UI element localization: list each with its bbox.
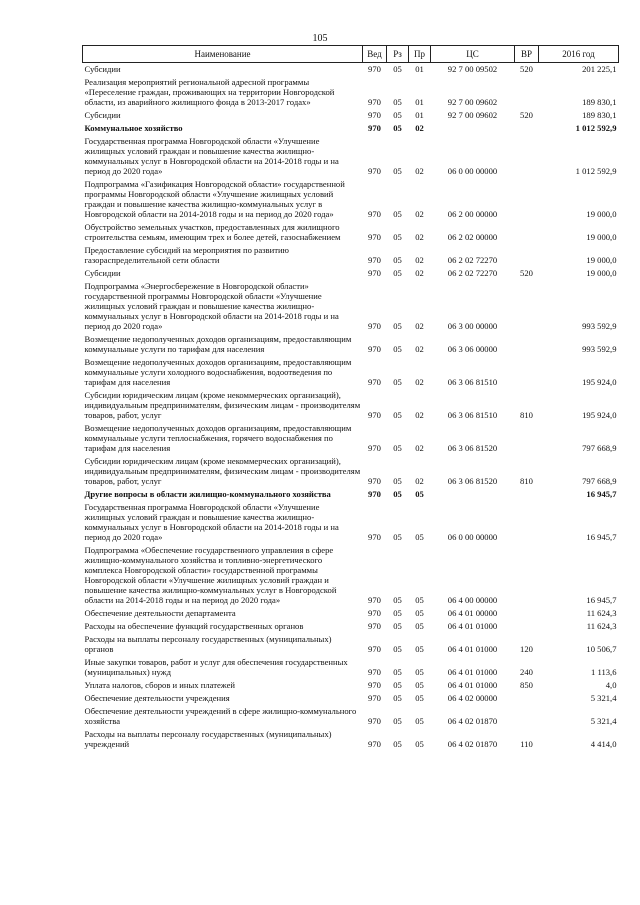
cell-rz: 05: [393, 97, 402, 107]
cell-cs: 06 4 00 00000: [447, 595, 498, 605]
cell-pr: 01: [415, 64, 424, 74]
cell-vr: [515, 692, 539, 705]
cell-ved: 970: [368, 532, 381, 542]
cell-rz: 05: [393, 232, 402, 242]
cell-rz: 05: [393, 608, 402, 618]
cell-name: Субсидии: [84, 110, 121, 120]
cell-vr: 810: [520, 476, 533, 486]
cell-name: Обеспечение деятельности учреждений в сфере жилищно-коммунального хозяйства: [84, 706, 357, 726]
table-row: [83, 280, 619, 333]
cell-vr: 240: [520, 667, 533, 677]
column-header-rz: Рз: [387, 46, 409, 63]
cell-ved: 970: [368, 595, 381, 605]
cell-ved: 970: [368, 321, 381, 331]
cell-pr: 02: [415, 123, 424, 133]
cell-pr: 02: [415, 255, 424, 265]
cell-name: Обустройство земельных участков, предоставленных для жилищного строительства семьям, имеющим трех и более детей, газоснабжением: [84, 222, 341, 242]
cell-name: Возмещение недополученных доходов организациям, предоставляющим коммунальные услуги холодного водоснабжения, водоотведения по тарифам для населения: [84, 357, 352, 387]
table-row: [83, 455, 619, 488]
table-row: [83, 63, 619, 77]
cell-pr: 02: [415, 410, 424, 420]
table-row: [83, 544, 619, 607]
cell-amount: 201 225,1: [582, 64, 617, 74]
cell-cs: 06 4 01 01000: [447, 621, 498, 631]
cell-ved: 970: [368, 268, 381, 278]
cell-name: Субсидии: [84, 268, 121, 278]
cell-cs: 06 4 01 01000: [447, 644, 498, 654]
cell-ved: 970: [368, 97, 381, 107]
cell-pr: 02: [415, 377, 424, 387]
cell-name: Подпрограмма «Энергосбережение в Новгородской области» государственной программы Новгородской области «Улучшение жилищных условий граждан и повышение качества жилищно-коммунальных услуг в Новгородской области на 2014-2018 годы и на период до 2020 года»: [84, 281, 339, 331]
table-row: [83, 692, 619, 705]
cell-ved: 970: [368, 667, 381, 677]
cell-rz: 05: [393, 644, 402, 654]
cell-rz: 05: [393, 377, 402, 387]
cell-rz: 05: [393, 321, 402, 331]
table-row: [83, 607, 619, 620]
cell-name: Обеспечение деятельности учреждения: [84, 693, 230, 703]
cell-pr: 05: [415, 739, 424, 749]
cell-rz: 05: [393, 595, 402, 605]
cell-vr: 110: [520, 739, 533, 749]
cell-amount: 11 624,3: [586, 621, 617, 631]
cell-vr: [515, 76, 539, 109]
cell-cs: 06 4 02 01870: [447, 739, 498, 749]
cell-amount: 16 945,7: [586, 532, 617, 542]
cell-cs: 06 2 02 72270: [447, 255, 498, 265]
cell-amount: 195 924,0: [582, 410, 617, 420]
cell-name: Расходы на выплаты персоналу государственных (муниципальных) органов: [84, 634, 332, 654]
cell-pr: 02: [415, 476, 424, 486]
cell-name: Иные закупки товаров, работ и услуг для обеспечения государственных (муниципальных) нужд: [84, 657, 348, 677]
cell-ved: 970: [368, 255, 381, 265]
cell-vr: [515, 607, 539, 620]
cell-cs: 92 7 00 09602: [447, 97, 498, 107]
cell-ved: 970: [368, 344, 381, 354]
cell-name: Коммунальное хозяйство: [84, 123, 183, 133]
table-row: [83, 728, 619, 751]
cell-ved: 970: [368, 693, 381, 703]
column-header-name: Наименование: [83, 46, 363, 63]
cell-amount: 189 830,1: [582, 110, 617, 120]
cell-vr: [515, 705, 539, 728]
cell-amount: 797 668,9: [582, 476, 617, 486]
cell-vr: [515, 221, 539, 244]
cell-name: Обеспечение деятельности департамента: [84, 608, 236, 618]
table-row: [83, 333, 619, 356]
cell-rz: 05: [393, 255, 402, 265]
cell-name: Подпрограмма «Обеспечение государственного управления в сфере жилищно-коммунального хозяйства и топливно-энергетического комплекса Новгородской области» государственной программы Новгородской области «Улучшение жилищных условий граждан и повышение качества жилищно-коммунальных услуг в Новгородской области на 2014-2018 годы и на период до 2020 года»: [84, 545, 337, 605]
cell-name: Субсидии юридическим лицам (кроме некоммерческих организаций), индивидуальным предпринимателям, физическим лицам - производителям товаров, работ, услуг: [84, 456, 361, 486]
cell-amount: 993 592,9: [582, 344, 617, 354]
table-row: [83, 633, 619, 656]
cell-vr: 850: [520, 680, 533, 690]
cell-ved: 970: [368, 716, 381, 726]
cell-vr: [515, 501, 539, 544]
cell-amount: 5 321,4: [590, 693, 617, 703]
cell-pr: 02: [415, 232, 424, 242]
cell-amount: 1 012 592,9: [575, 123, 617, 133]
table-row: [83, 501, 619, 544]
table-row: [83, 178, 619, 221]
cell-amount: 4 414,0: [590, 739, 617, 749]
cell-ved: 970: [368, 110, 381, 120]
cell-vr: [515, 488, 539, 501]
cell-ved: 970: [368, 377, 381, 387]
cell-rz: 05: [393, 476, 402, 486]
table-row: [83, 488, 619, 501]
column-header-pr: Пр: [409, 46, 431, 63]
cell-name: Субсидии юридическим лицам (кроме некоммерческих организаций), индивидуальным предпринимателям, физическим лицам - производителям товаров, работ, услуг: [84, 390, 361, 420]
cell-pr: 05: [415, 693, 424, 703]
cell-rz: 05: [393, 693, 402, 703]
cell-cs: 06 0 00 00000: [447, 166, 498, 176]
cell-pr: 05: [415, 532, 424, 542]
cell-name: Возмещение недополученных доходов организациям, предоставляющим коммунальные услуги по тарифам для населения: [84, 334, 352, 354]
cell-amount: 16 945,7: [586, 489, 617, 499]
cell-vr: [515, 620, 539, 633]
cell-amount: 11 624,3: [586, 608, 617, 618]
cell-ved: 970: [368, 621, 381, 631]
table-header-row: [83, 46, 619, 63]
cell-rz: 05: [393, 123, 402, 133]
cell-amount: 16 945,7: [586, 595, 617, 605]
cell-pr: 02: [415, 344, 424, 354]
cell-vr: [515, 356, 539, 389]
cell-amount: 993 592,9: [582, 321, 617, 331]
cell-name: Расходы на выплаты персоналу государственных (муниципальных) учреждений: [84, 729, 332, 749]
cell-pr: 05: [415, 595, 424, 605]
cell-rz: 05: [393, 443, 402, 453]
table-row: [83, 422, 619, 455]
cell-cs: 92 7 00 09602: [447, 110, 498, 120]
cell-pr: 01: [415, 110, 424, 120]
cell-amount: 797 668,9: [582, 443, 617, 453]
budget-table: [82, 45, 619, 751]
column-header-vr: ВР: [515, 46, 539, 63]
cell-amount: 1 113,6: [591, 667, 617, 677]
cell-rz: 05: [393, 410, 402, 420]
cell-vr: [515, 122, 539, 135]
cell-name: Реализация мероприятий региональной адресной программы «Переселение граждан, проживающих на территории Новгородской области, из аварийного жилищного фонда в 2013-2017 годах»: [84, 77, 335, 107]
page-number: 105: [312, 33, 328, 44]
cell-amount: 19 000,0: [586, 232, 617, 242]
cell-rz: 05: [393, 716, 402, 726]
cell-ved: 970: [368, 443, 381, 453]
cell-vr: 520: [520, 268, 533, 278]
cell-cs: 06 3 06 81510: [447, 410, 498, 420]
cell-vr: [515, 135, 539, 178]
cell-ved: 970: [368, 410, 381, 420]
column-header-amount: 2016 год: [539, 46, 619, 63]
cell-amount: 19 000,0: [586, 268, 617, 278]
cell-amount: 19 000,0: [586, 209, 617, 219]
table-row: [83, 122, 619, 135]
cell-cs: 92 7 00 09502: [447, 64, 498, 74]
cell-vr: 120: [520, 644, 533, 654]
table-row: [83, 389, 619, 422]
cell-ved: 970: [368, 476, 381, 486]
cell-name: Расходы на обеспечение функций государственных органов: [84, 621, 304, 631]
cell-ved: 970: [368, 680, 381, 690]
table-row: [83, 679, 619, 692]
cell-pr: 02: [415, 268, 424, 278]
cell-ved: 970: [368, 123, 381, 133]
table-body: [83, 63, 619, 752]
cell-ved: 970: [368, 644, 381, 654]
cell-pr: 05: [415, 716, 424, 726]
table-row: [83, 356, 619, 389]
cell-rz: 05: [393, 532, 402, 542]
cell-name: Другие вопросы в области жилищно-коммунального хозяйства: [84, 489, 331, 499]
table-row: [83, 221, 619, 244]
cell-pr: 05: [415, 667, 424, 677]
cell-name: Субсидии: [84, 64, 121, 74]
cell-rz: 05: [393, 209, 402, 219]
cell-amount: 4,0: [605, 680, 617, 690]
cell-cs: 06 3 06 81520: [447, 443, 498, 453]
cell-cs: 06 4 01 00000: [447, 608, 498, 618]
cell-cs: 06 4 02 01870: [447, 716, 498, 726]
cell-ved: 970: [368, 209, 381, 219]
cell-ved: 970: [368, 489, 381, 499]
cell-cs: 06 4 01 01000: [447, 680, 498, 690]
cell-rz: 05: [393, 268, 402, 278]
cell-amount: 10 506,7: [586, 644, 617, 654]
cell-rz: 05: [393, 64, 402, 74]
cell-ved: 970: [368, 232, 381, 242]
cell-ved: 970: [368, 608, 381, 618]
table-row: [83, 109, 619, 122]
cell-rz: 05: [393, 680, 402, 690]
cell-ved: 970: [368, 739, 381, 749]
cell-pr: 05: [415, 644, 424, 654]
column-header-cs: ЦС: [431, 46, 515, 63]
cell-name: Подпрограмма «Газификация Новгородской области» государственной программы Новгородской области «Улучшение жилищных условий граждан и повышение качества жилищно-коммунальных услуг в Новгородской области на 2014-2018 годы и на период до 2020 года»: [84, 179, 345, 219]
cell-vr: [515, 333, 539, 356]
table-row: [83, 620, 619, 633]
cell-pr: 01: [415, 97, 424, 107]
cell-cs: 06 3 06 81510: [447, 377, 498, 387]
table-row: [83, 244, 619, 267]
column-header-ved: Вед: [363, 46, 387, 63]
cell-cs: 06 3 06 81520: [447, 476, 498, 486]
cell-name: Возмещение недополученных доходов организациям, предоставляющим коммунальные услуги теплоснабжения, горячего водоснабжения по тарифам для населения: [84, 423, 352, 453]
cell-amount: 1 012 592,9: [575, 166, 617, 176]
cell-name: Государственная программа Новгородской области «Улучшение жилищных условий граждан и повышение качества жилищно-коммунальных услуг в Новгородской области на 2014-2018 годы и на период до 2020 года»: [84, 502, 339, 542]
cell-vr: 810: [520, 410, 533, 420]
cell-cs: 06 0 00 00000: [447, 532, 498, 542]
cell-rz: 05: [393, 489, 402, 499]
cell-cs: 06 4 01 01000: [447, 667, 498, 677]
cell-cs: 06 2 02 72270: [447, 268, 498, 278]
cell-vr: [515, 244, 539, 267]
cell-rz: 05: [393, 667, 402, 677]
cell-cs: 06 3 06 00000: [447, 344, 498, 354]
cell-rz: 05: [393, 344, 402, 354]
cell-cs: 06 2 02 00000: [447, 232, 498, 242]
cell-amount: 19 000,0: [586, 255, 617, 265]
cell-amount: 5 321,4: [590, 716, 617, 726]
cell-pr: 05: [415, 680, 424, 690]
cell-rz: 05: [393, 110, 402, 120]
cell-name: Государственная программа Новгородской области «Улучшение жилищных условий граждан и повышение качества жилищно-коммунальных услуг в Новгородской области на 2014-2018 годы и на период до 2020 года»: [84, 136, 339, 176]
cell-name: Предоставление субсидий на мероприятия по развитию газораспределительной сети области: [84, 245, 289, 265]
cell-vr: [515, 544, 539, 607]
cell-vr: 520: [520, 64, 533, 74]
cell-pr: 02: [415, 209, 424, 219]
cell-cs: [431, 122, 515, 135]
cell-cs: 06 2 00 00000: [447, 209, 498, 219]
table-row: [83, 705, 619, 728]
cell-ved: 970: [368, 166, 381, 176]
cell-pr: 02: [415, 321, 424, 331]
table-row: [83, 267, 619, 280]
cell-pr: 02: [415, 443, 424, 453]
cell-rz: 05: [393, 621, 402, 631]
cell-cs: [431, 488, 515, 501]
cell-amount: 189 830,1: [582, 97, 617, 107]
cell-pr: 05: [415, 489, 424, 499]
cell-pr: 02: [415, 166, 424, 176]
cell-vr: [515, 178, 539, 221]
cell-vr: [515, 280, 539, 333]
cell-vr: 520: [520, 110, 533, 120]
cell-cs: 06 3 00 00000: [447, 321, 498, 331]
cell-vr: [515, 422, 539, 455]
cell-ved: 970: [368, 64, 381, 74]
cell-pr: 05: [415, 621, 424, 631]
cell-pr: 05: [415, 608, 424, 618]
table-row: [83, 76, 619, 109]
cell-name: Уплата налогов, сборов и иных платежей: [84, 680, 236, 690]
table-row: [83, 135, 619, 178]
cell-amount: 195 924,0: [582, 377, 617, 387]
cell-rz: 05: [393, 166, 402, 176]
table-row: [83, 656, 619, 679]
cell-rz: 05: [393, 739, 402, 749]
cell-cs: 06 4 02 00000: [447, 693, 498, 703]
